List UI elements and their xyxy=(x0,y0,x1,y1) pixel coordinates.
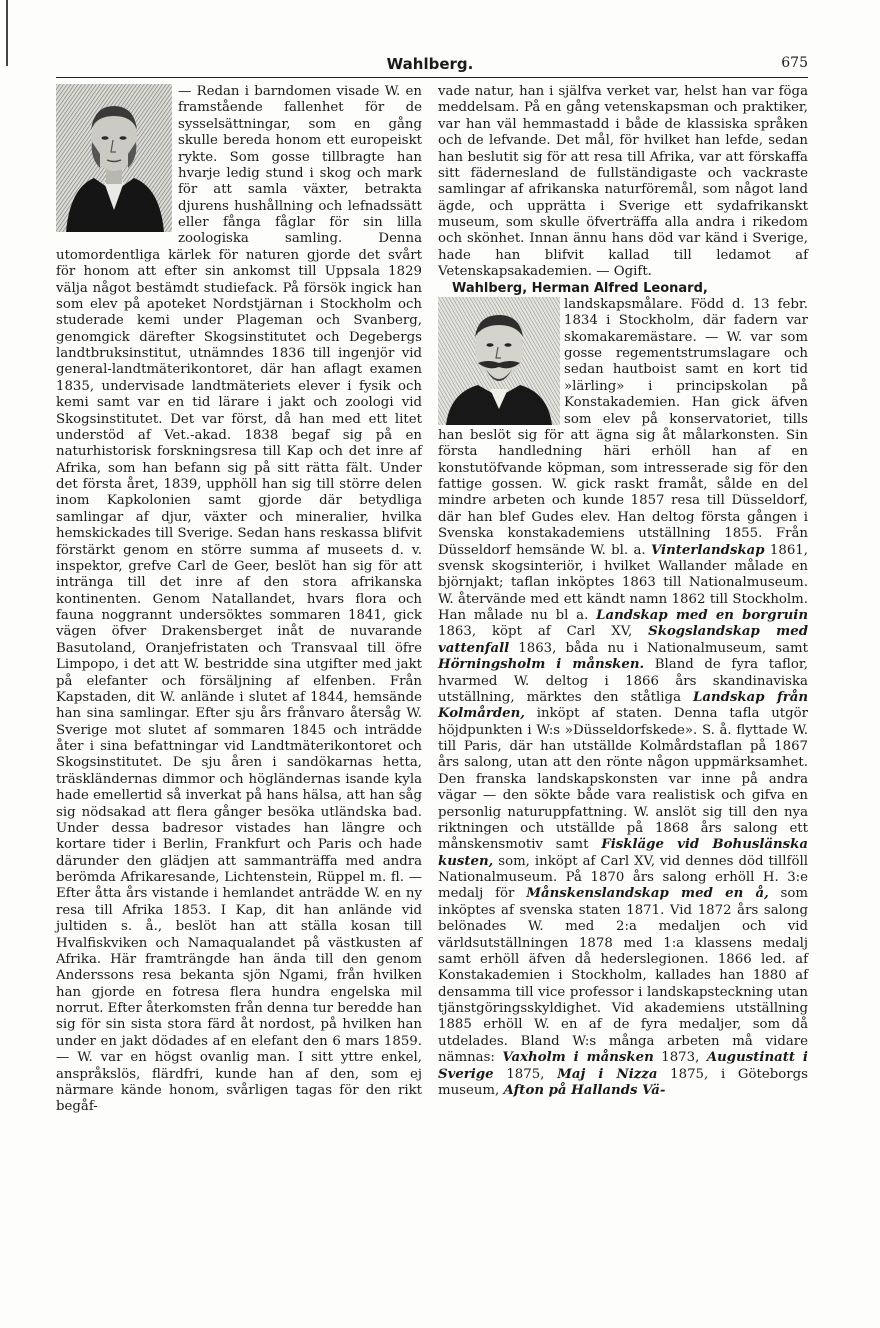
header-rule xyxy=(56,77,808,78)
entry-text-run: som, inköpt af Carl XV, vid dennes död tillföll Nationalmuseum. På 1870 års salong erhöll H. 3:e medalj för xyxy=(438,853,808,902)
artwork-title: Fiskläge vid Bohuslänska kusten, xyxy=(438,837,808,869)
page-number: 675 xyxy=(781,55,808,71)
artwork-title: Skogslandskap med vattenfall xyxy=(438,624,808,656)
entry-text-run: 1861, svensk skogsinteriör, i hvilket Wallander målade en björnjakt; taflan inköptes 1863 till Nationalmuseum. W. återvände med ett kändt namn 1862 till Stockholm. Han målade nu bl a. xyxy=(438,542,808,623)
entry-text-run: 1863, båda nu i Nationalmuseum, samt xyxy=(509,640,808,656)
artwork-title: Hörningsholm i månsken. xyxy=(438,657,645,673)
entry-text-run: 1863, köpt af Carl XV, xyxy=(438,624,649,640)
entry-wahlberg-herman-headword-line xyxy=(438,281,808,297)
entry-text-run: 1873, xyxy=(653,1050,707,1066)
entry-text-run: 1875, i Göteborgs museum, xyxy=(438,1066,808,1098)
entry-wahlberg-continuation-text: vade natur, han i själfva verket var, helst han var föga meddelsam. På en gång vetenskapsman och praktiker, var han väl hemmastadd i både de klassiska språken och de lefvande. Det mål, för hvilket han lefde, sedan han beslutit sig för att resa till Afrika, var att förskaffa sitt fädernesland de fullständigaste och vackraste samlingar af afrikanska naturföremål, som något land ägde, och upprätta i Sverige ett sydafrikanskt museum, som skulle öfverträffa alla andra i rikedom och skönhet. Innan ännu hans död var känd i Sverige, hade han blifvit kallad till ledamot af Vetenskapsakademien. — Ogift. xyxy=(438,84,808,280)
portrait-herman-alfred-leonard-wahlberg xyxy=(438,297,560,425)
engraved-portrait-1 xyxy=(56,84,172,232)
artwork-title: Vinterlandskap xyxy=(650,542,765,558)
entry-text-run: inköpt af staten. Denna tafla utgör höjdpunkten i W:s »Düsseldorfskede». S. å. flyttade W. till Paris, där han utställde Kolmårdstaflan på 1867 års salong, utan att den rönte någon uppmärksamhet. Den franska landskapskonsten var inne på andra vägar — den sökte både vara realistisk och gifva en personlig naturuppfattning. W. anslöt sig till den nya riktningen och utställde på 1868 års salong ett månskensmotiv samt xyxy=(438,706,808,853)
entry-wahlberg-johan-august-text: — Redan i barndomen visade W. en framstående fallenhet för de sysselsättningar, som en gång skulle bereda honom ett europeiskt rykte. Som gosse tillbragte han hvarje ledig stund i skog och mark för att samla växter, betrakta djurens hushållning och lefnadssätt eller fånga fåglar för sin lilla zoologiska samling. Denna utomordentliga kärlek för naturen gjorde det svårt för honom att efter sin ankomst till Uppsala 1829 välja något bestämdt studiefack. På försök ingick han som elev på apoteket Nordstjärnan i Stockholm och studerade kemi under Plageman och Svanberg, genomgick därefter Skogsinstitutet och Degebergs landtbruksinstitut, utnämndes 1836 till ingenjör vid general-landtmäterikontoret, där han aflagt examen 1835, undervisade landtmäteriets elever i fysik och kemi samt var en tid lärare i jakt och zoologi vid Skogsinstitutet. Det var först, då han med ett litet understöd af Vet.-akad. 1838 begaf sig på en naturhistorisk forskningsresa till Kap och det inre af Afrika, som han befann sig på sitt rätta fält. Under det första året, 1839, upphöll han sig till större delen inom Kapkolonien samt gjorde där betydliga samlingar af djur, växter och mineralier, hvilka hemskickades till Sverige. Sedan hans reskassa blifvit förstärkt genom en större summa af museets d. v. inspektor, grefve Carl de Geer, beslöt han sig för att intränga till det inre af den stora afrikanska kontinenten. Genom Natallandet, hvars flora och fauna noggrannt undersöktes sommaren 1841, gick vägen öfver Drakensberget inåt de nuvarande Basutoland, Oranjefristaten och Transvaal till öfre Limpopo, i det att W. bestridde sina utgifter med jakt på elefanter och försäljning af elfenben. Från Kapstaden, dit W. anlände i slutet af 1844, hemsände han sina samlingar. Efter sju års frånvaro återsåg W. Sverige mot slutet af sommaren 1845 och inträdde åter i sina befattningar vid Landtmäterikontoret och Skogsinstitutet. De sju åren i sandökarnas hetta, träskländernas dimmor och högländernas isande kyla hade emellertid så inverkat på hans hälsa, att han såg sig nödsakad att flera gånger besöka utländska bad. Under dessa badresor vistades han längre och kortare tider i Berlin, Frankfurt och Paris och hade därunder den glädjen att sammanträffa med andra berömda Afrikaresande, Lichtenstein, Rüppel m. fl. — Efter åtta års vistande i hemlandet anträdde W. en ny resa till Afrika 1853. I Kap, dit han anlände vid jultiden s. å., beslöt han att ställa kosan till Hvalfiskviken och Namaqualandet på västkusten af Afrika. Här framträngde han ända till den genom Anderssons resa bekanta sjön Ngami, från hvilken han gjorde en fotresa flera hundra engelska mil norrut. Efter återkomsten från denna tur beredde han sig för sin sista stora färd åt nordost, på hvilken han under en jakt dödades af en elefant den 6 mars 1859. — W. var en högst ovanlig man. I sitt yttre enkel, anspråkslös, flärdfri, kunde han af den, som ej närmare kände honom, svårligen tagas för den rikt begåf- xyxy=(56,84,422,1115)
right-column xyxy=(438,84,808,1099)
artwork-title: Afton på Hallands Vä- xyxy=(503,1082,666,1098)
engraved-portrait-2 xyxy=(438,297,560,425)
artwork-title: Vaxholm i månsken xyxy=(502,1050,654,1066)
entry-text-run: landskapsmålare. Född d. 13 febr. 1834 i Stockholm, där fadern var skomakaremästare. — W. var som gosse regementstrumslagare och sedan hautboist samt en kort tid »lärling» i principskolan på Konstakademien. Han gick äfven som elev på konservatoriet, tills han beslöt sig för att ägna sig åt målarkonsten. Sin första handledning häri erhöll han af en konstutöfvande köpman, som intresserade sig för den fattige gossen. W. gick raskt framåt, sålde en del mindre arbeten och kunde 1857 resa till Düsseldorf, där han blef Gudes elev. Han deltog första gången i Svenska konstakademiens utställning 1855. Från Düsseldorf hemsände W. bl. a. xyxy=(438,296,808,558)
left-column xyxy=(56,84,422,1116)
running-head: Wahlberg. xyxy=(386,55,474,73)
artwork-title: Landskap från Kolmården, xyxy=(438,689,808,722)
entry-text-run: 1875, xyxy=(493,1066,558,1082)
artwork-title: Maj i Nizza xyxy=(557,1066,658,1082)
entry-text-run: Bland de fyra taflor, hvarmed W. deltog i 1866 års skandinaviska utställning, märktes den ståtliga xyxy=(438,657,808,705)
artwork-title: Augustinatt i Sverige xyxy=(438,1050,808,1082)
entry-headword: Wahlberg, Herman Alfred Leonard, xyxy=(452,280,708,296)
artwork-title: Landskap med en borgruin xyxy=(596,608,808,623)
entry-text-run: som inköptes af svenska staten 1871. Vid 1872 års salong belönades W. med 2:a medaljen och vid världsutställningen 1878 med 1:a klassens medalj samt erhöll äfven då hederslegionen. 1866 led. af Konstakademien i Stockholm, kallades han 1880 af densamma till vice professor i landskapsteckning utan tjänstgöringsskyldighet. Vid akademiens utställning 1885 erhöll W. en af de fyra medaljer, som då utdelades. Bland W:s många arbeten må vidare nämnas: xyxy=(438,886,808,1066)
artwork-title: Månskenslandskap med en å, xyxy=(526,886,769,902)
portrait-johan-august-wahlberg xyxy=(56,84,172,232)
